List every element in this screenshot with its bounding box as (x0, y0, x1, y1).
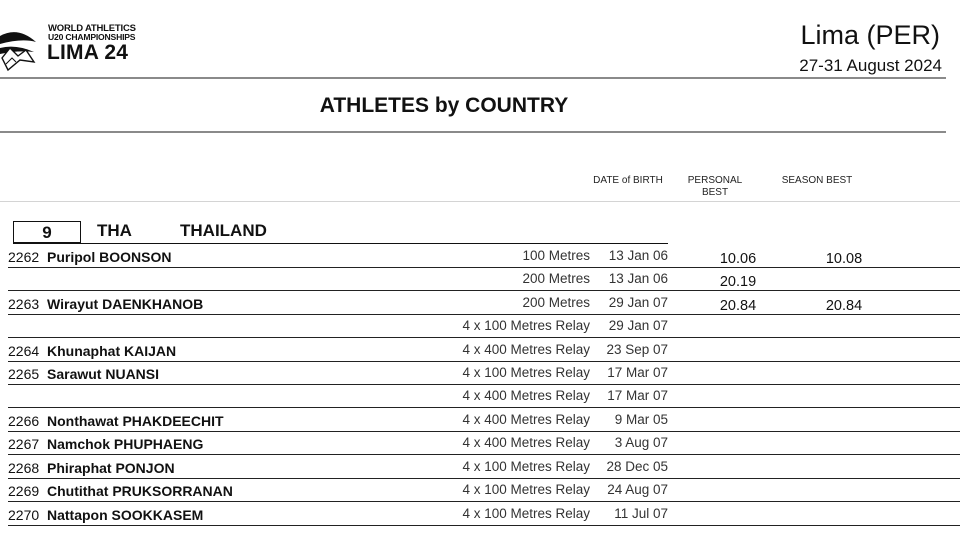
column-header-personal-best-line2: BEST (701, 187, 729, 198)
country-underline (13, 243, 668, 244)
athlete-row (0, 385, 960, 408)
season-best: 20.84 (825, 298, 863, 314)
logo-text-u20-championships: U20 CHAMPIONSHIPS (48, 32, 136, 42)
bib-number: 2266 (8, 413, 40, 429)
date-of-birth: 11 Jul 07 (614, 506, 668, 521)
column-header-season-best: SEASON BEST (781, 175, 853, 186)
personal-best: 20.84 (719, 298, 757, 314)
date-of-birth: 29 Jan 07 (608, 318, 668, 333)
date-of-birth: 17 Mar 07 (607, 365, 668, 380)
athlete-row (0, 268, 960, 291)
date-of-birth: 3 Aug 07 (614, 435, 668, 450)
event-name: 4 x 100 Metres Relay (462, 506, 590, 521)
date-of-birth: 9 Mar 05 (614, 412, 668, 427)
page-title: ATHLETES by COUNTRY (319, 94, 569, 117)
bib-number: 2263 (8, 296, 40, 312)
event-name: 4 x 100 Metres Relay (462, 318, 590, 333)
athlete-name: Phiraphat PONJON (47, 460, 175, 476)
personal-best: 10.06 (719, 251, 757, 267)
event-name: 200 Metres (522, 271, 590, 286)
country-code: THA (97, 221, 132, 240)
athlete-row (0, 503, 960, 526)
bib-number: 2268 (8, 460, 40, 476)
athlete-row (0, 479, 960, 502)
date-of-birth: 23 Sep 07 (606, 342, 668, 357)
logo-text-lima-24: LIMA 24 (47, 41, 129, 64)
date-of-birth: 13 Jan 06 (608, 248, 668, 263)
athlete-row (0, 292, 960, 315)
logo-text-world-athletics: WORLD ATHLETICS (48, 23, 136, 34)
event-name: 4 x 100 Metres Relay (462, 482, 590, 497)
row-divider (8, 337, 960, 338)
bib-number: 2269 (8, 483, 40, 499)
event-name: 100 Metres (522, 248, 590, 263)
personal-best: 20.19 (719, 274, 757, 290)
athlete-name: Nonthawat PHAKDEECHIT (47, 413, 224, 429)
event-dates: 27-31 August 2024 (799, 56, 942, 75)
event-name: 4 x 400 Metres Relay (462, 412, 590, 427)
bib-number: 2264 (8, 343, 40, 359)
athlete-name: Nattapon SOOKKASEM (47, 507, 204, 523)
athlete-row (0, 339, 960, 362)
row-divider (8, 454, 960, 455)
date-of-birth: 24 Aug 07 (607, 482, 668, 497)
bib-number: 2262 (8, 249, 40, 265)
column-header-personal-best-line1: PERSONAL (687, 175, 743, 186)
athlete-row (0, 362, 960, 385)
season-best: 10.08 (825, 251, 863, 267)
athlete-row (0, 245, 960, 268)
bib-number: 2265 (8, 366, 40, 382)
event-name: 200 Metres (522, 295, 590, 310)
row-divider (8, 290, 960, 291)
title-divider (0, 131, 946, 133)
row-divider (8, 407, 960, 408)
athlete-name: Khunaphat KAIJAN (47, 343, 177, 359)
championship-logo-mark (0, 18, 40, 74)
column-header-divider (0, 201, 960, 202)
row-divider (8, 525, 960, 526)
athlete-row (0, 456, 960, 479)
row-divider (8, 501, 960, 502)
athlete-row (0, 315, 960, 338)
athlete-name: Sarawut NUANSI (47, 366, 160, 382)
venue-title: Lima (PER) (800, 20, 940, 50)
event-name: 4 x 100 Metres Relay (462, 459, 590, 474)
athlete-name: Chutithat PRUKSORRANAN (47, 483, 233, 499)
athlete-name: Wirayut DAENKHANOB (47, 296, 204, 312)
athlete-row (0, 409, 960, 432)
country-name: THAILAND (180, 221, 267, 240)
event-name: 4 x 400 Metres Relay (462, 342, 590, 357)
column-header-personal-best (676, 175, 754, 199)
event-name: 4 x 400 Metres Relay (462, 435, 590, 450)
athlete-name: Namchok PHUPHAENG (47, 436, 204, 452)
athlete-row (0, 432, 960, 455)
date-of-birth: 28 Dec 05 (606, 459, 668, 474)
date-of-birth: 29 Jan 07 (608, 295, 668, 310)
date-of-birth: 13 Jan 06 (608, 271, 668, 286)
bib-number: 2270 (8, 507, 40, 523)
athlete-name: Puripol BOONSON (47, 249, 172, 265)
event-name: 4 x 100 Metres Relay (462, 365, 590, 380)
header-divider (0, 77, 946, 79)
country-athlete-count: 9 (13, 221, 81, 243)
event-name: 4 x 400 Metres Relay (462, 388, 590, 403)
column-header-date-of-birth: DATE of BIRTH (593, 175, 663, 186)
date-of-birth: 17 Mar 07 (607, 388, 668, 403)
bib-number: 2267 (8, 436, 40, 452)
